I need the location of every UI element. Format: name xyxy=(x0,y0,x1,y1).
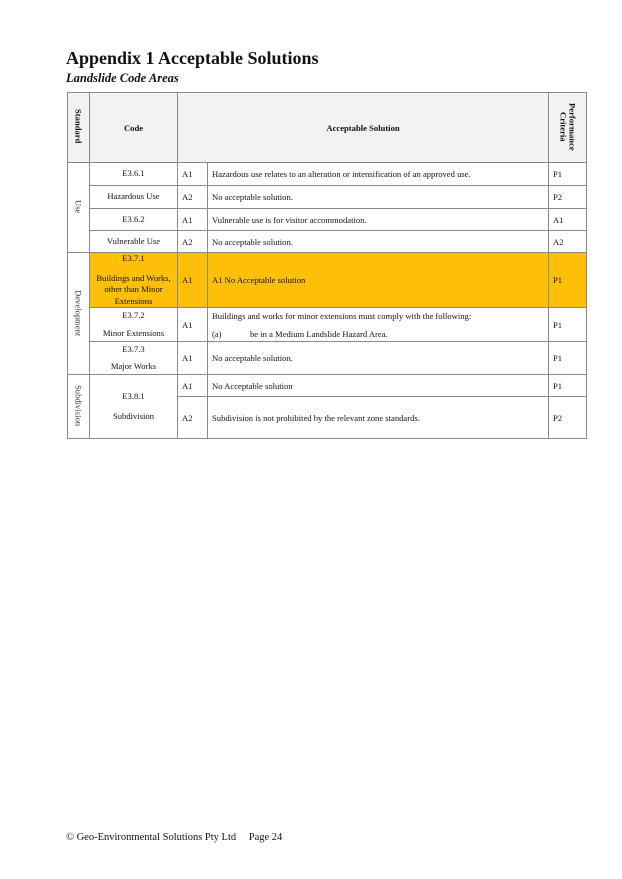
ref: A1 xyxy=(178,163,208,186)
code-cell xyxy=(90,375,178,439)
header-code: Code xyxy=(90,93,178,163)
solution: No acceptable solution. xyxy=(208,186,549,209)
table-row-highlighted xyxy=(68,253,587,308)
code-id: E3.6.1 xyxy=(90,163,178,186)
code-id: E3.7.2 xyxy=(122,310,145,321)
criteria: A2 xyxy=(549,231,587,253)
table-row xyxy=(68,308,587,342)
sub-label: (a) xyxy=(212,328,222,339)
criteria: P2 xyxy=(549,186,587,209)
sub-text: be in a Medium Landslide Hazard Area. xyxy=(250,328,388,339)
criteria: P1 xyxy=(549,342,587,375)
solution: No acceptable solution. xyxy=(208,342,549,375)
code-id: E3.7.1 xyxy=(122,253,145,263)
code-id: E3.7.3 xyxy=(122,343,145,354)
ref: A2 xyxy=(178,231,208,253)
page-title: Appendix 1 Acceptable Solutions xyxy=(66,48,319,68)
page-footer xyxy=(66,832,292,843)
table-row xyxy=(68,231,587,253)
solution-text: Buildings and works for minor extensions must comply with the following: xyxy=(212,310,472,321)
solution: No Acceptable solution xyxy=(208,375,549,397)
solution: No acceptable solution. xyxy=(208,231,549,253)
ref: A2 xyxy=(178,186,208,209)
table-header-row xyxy=(68,93,587,163)
code-name: Major Works xyxy=(110,361,157,372)
copyright-text: © Geo-Environmental Solutions Pty Ltd xyxy=(66,832,237,843)
table-row xyxy=(68,163,587,186)
code-id: E3.8.1 xyxy=(122,391,145,402)
solution: Subdivision is not prohibited by the relevant zone standards. xyxy=(208,397,549,439)
code-cell xyxy=(90,308,178,342)
header-performance-criteria: Performance Criteria xyxy=(549,93,587,163)
ref: A1 xyxy=(178,209,208,231)
code-id: E3.6.2 xyxy=(90,209,178,231)
criteria: A1 xyxy=(549,209,587,231)
standard-subdivision: Subdivision xyxy=(68,375,90,439)
criteria: P2 xyxy=(549,397,587,439)
code-name: Buildings and Works, other than Minor Extensions xyxy=(96,272,171,306)
code-name: Subdivision xyxy=(112,410,155,421)
table-row xyxy=(68,209,587,231)
ref: A1 xyxy=(178,375,208,397)
solution: Vulnerable use is for visitor accommodation. xyxy=(208,209,549,231)
ref: A2 xyxy=(178,397,208,439)
page-number: Page 24 xyxy=(248,832,283,843)
ref: A1 xyxy=(178,342,208,375)
table-row xyxy=(68,375,587,397)
solution xyxy=(208,308,549,342)
table-row xyxy=(68,342,587,375)
criteria: P1 xyxy=(549,253,587,308)
code-name: Minor Extensions xyxy=(102,327,165,338)
code-cell xyxy=(90,253,178,308)
code-name: Vulnerable Use xyxy=(90,231,178,253)
table-row xyxy=(68,186,587,209)
code-name: Hazardous Use xyxy=(90,186,178,209)
standard-use: Use xyxy=(68,163,90,253)
header-acceptable-solution: Acceptable Solution xyxy=(178,93,549,163)
criteria: P1 xyxy=(549,308,587,342)
solution: A1 No Acceptable solution xyxy=(208,253,549,308)
page-subtitle: Landslide Code Areas xyxy=(66,71,179,85)
solution: Hazardous use relates to an alteration or intensification of an approved use. xyxy=(208,163,549,186)
code-cell xyxy=(90,342,178,375)
criteria: P1 xyxy=(549,163,587,186)
ref: A1 xyxy=(178,308,208,342)
ref: A1 xyxy=(178,253,208,308)
criteria: P1 xyxy=(549,375,587,397)
header-standard: Standard xyxy=(68,93,90,163)
standard-development: Development xyxy=(68,253,90,375)
acceptable-solutions-table xyxy=(67,92,587,439)
